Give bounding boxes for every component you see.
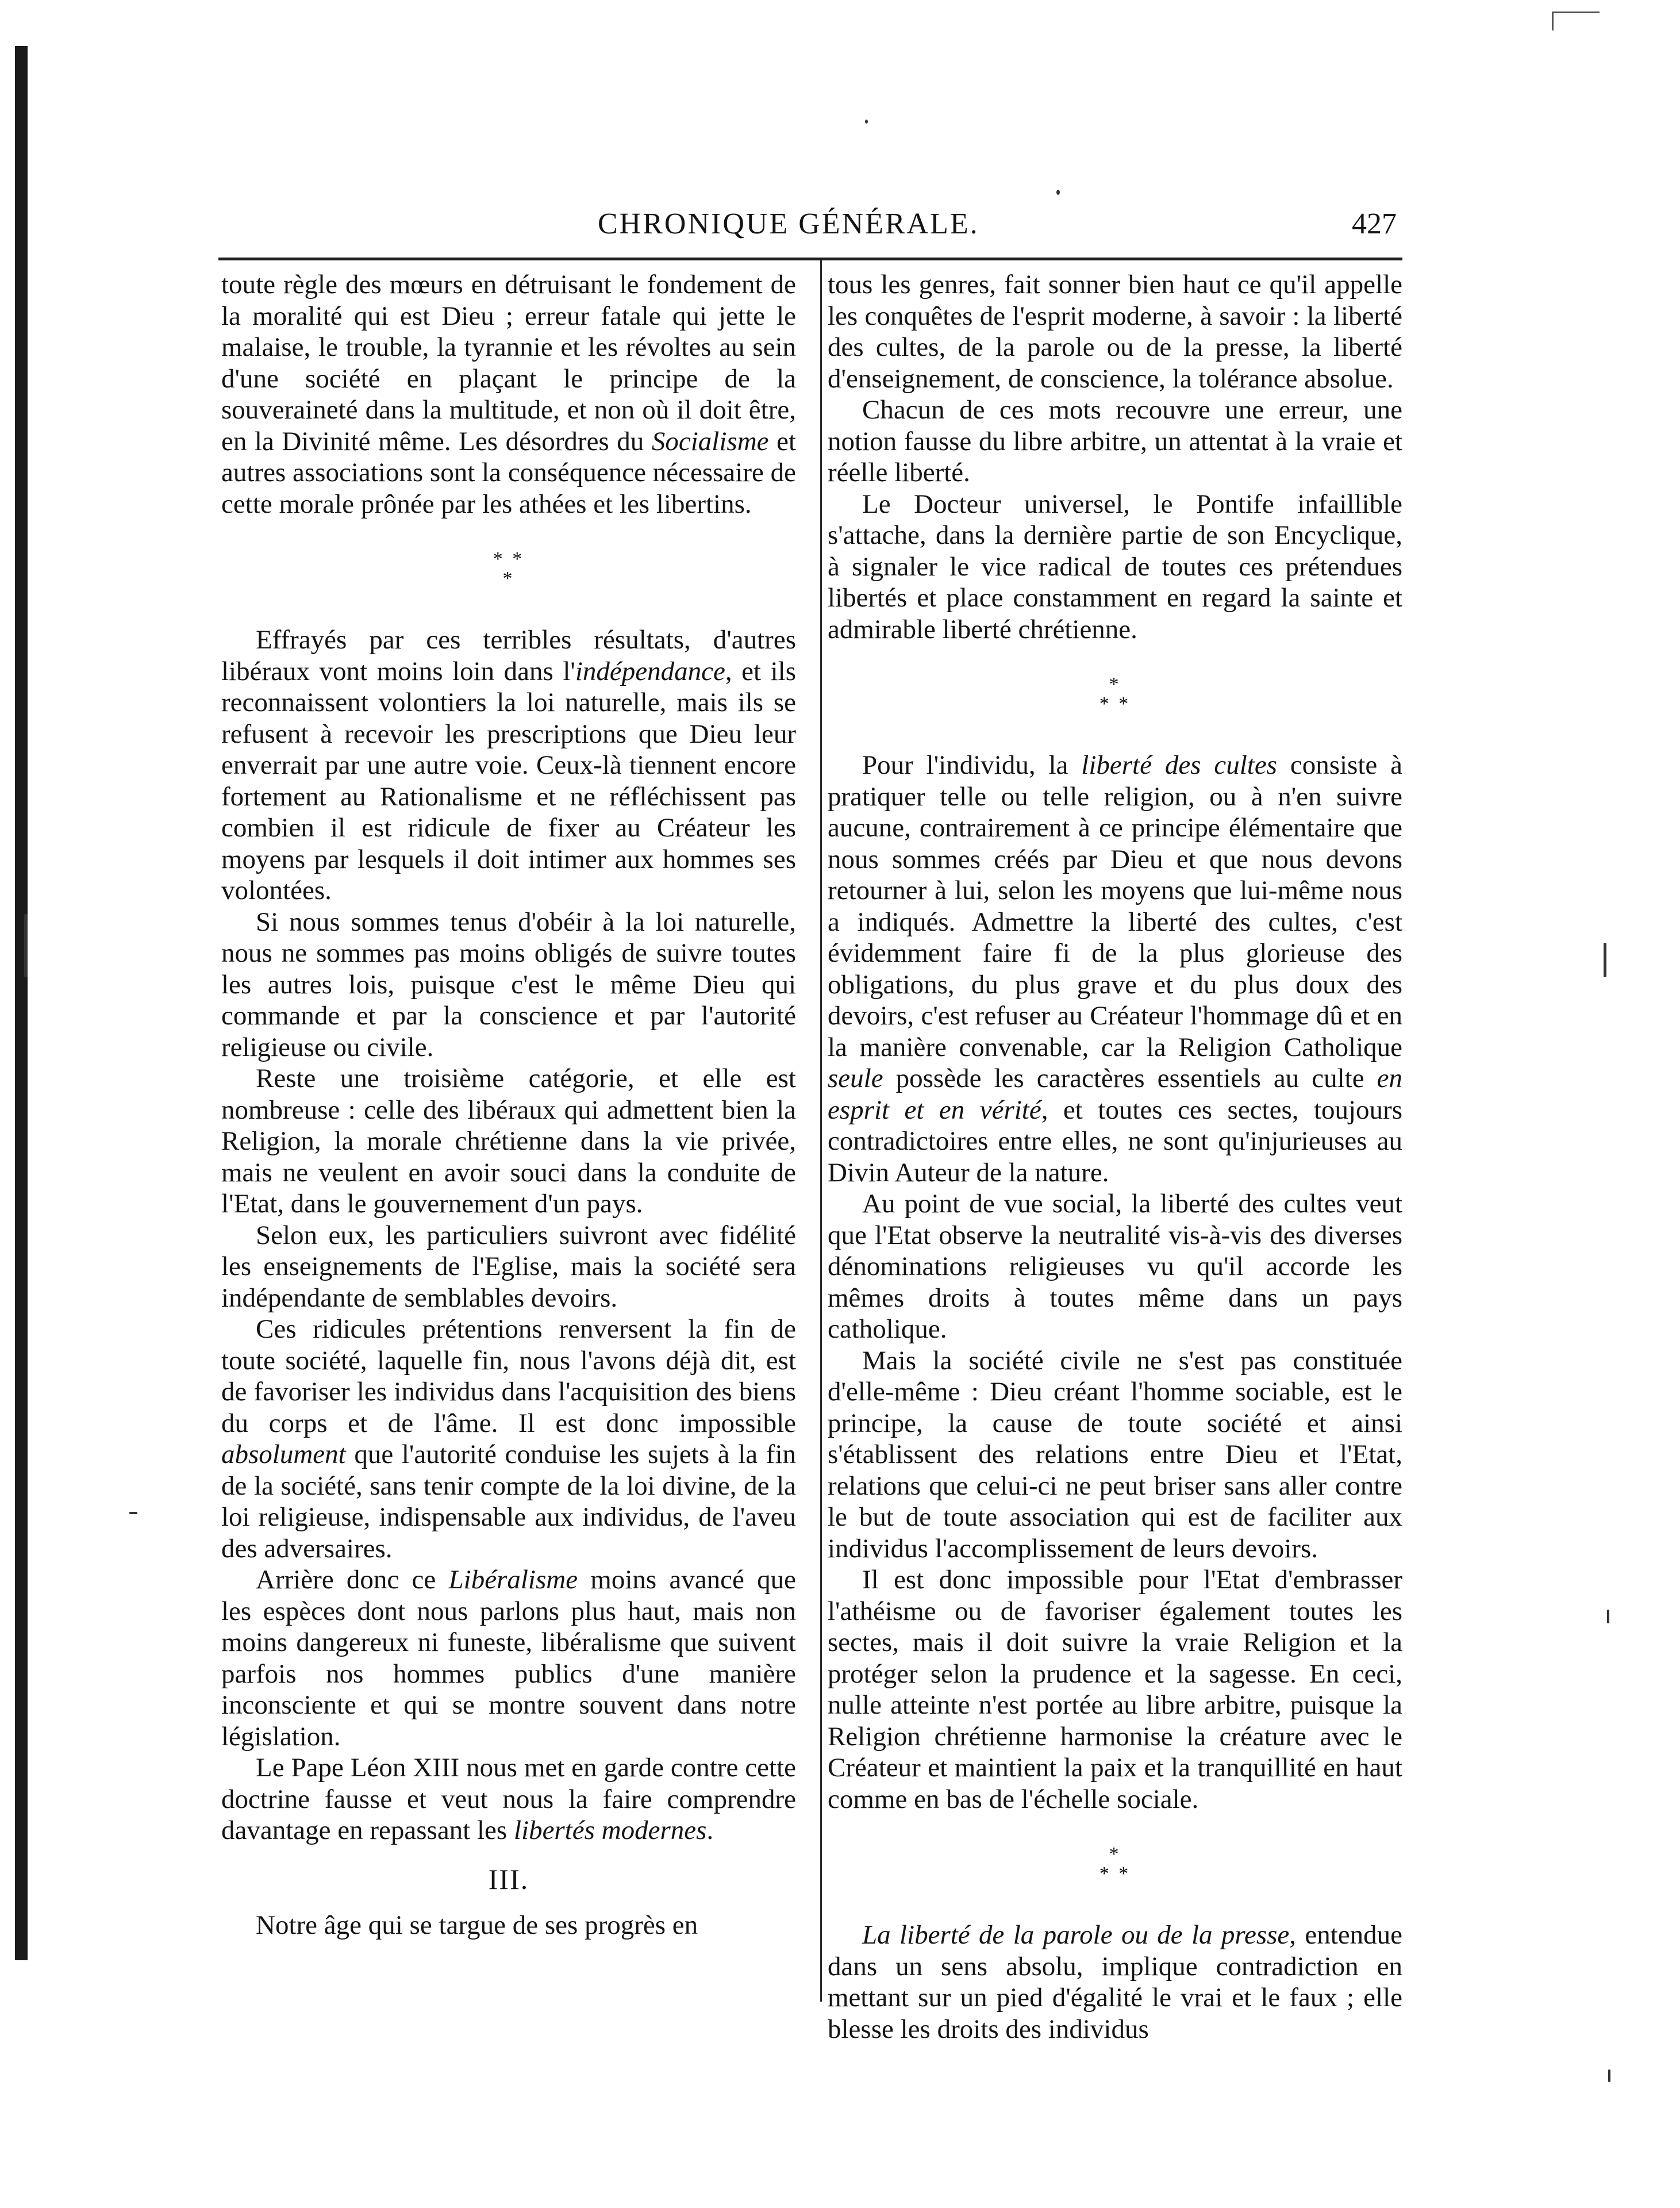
left-column (221, 269, 796, 1941)
section-heading: III. (488, 1863, 529, 1895)
running-header (218, 202, 1402, 248)
header-rule (218, 258, 1402, 260)
paragraph: Effrayés par ces terribles résultats, d'autres libéraux vont moins loin dans l'indépendance, et ils reconnaissent volontiers la loi naturelle, mais ils se refusent à recevoir les prescriptions que Dieu leur enverrait par une autre voie. Ceux-là tiennent encore fortement au Rationalisme et ne réfléchissent pas combien il est ridicule de fixer au Créateur les moyens par lesquels il doit intimer aux hommes ses volontées. (221, 625, 797, 905)
paragraph: Le Pape Léon XIII nous met en garde contre cette doctrine fausse et veut nous la faire comprendre davantage en repassant les libertés modernes. (221, 1753, 796, 1845)
paragraph: Notre âge qui se targue de ses progrès en (256, 1910, 698, 1940)
ink-speck (1608, 2069, 1610, 2082)
ink-speck (1607, 1610, 1609, 1623)
paragraph: Il est donc impossible pour l'Etat d'embrasser l'athéisme ou de favoriser également toutes les sectes, mais il doit suivre la vraie Religion et la protéger selon la prudence et la sagesse. En ceci, nulle atteinte n'est portée au libre arbitre, puisque la Religion chrétienne harmonise la créature avec le Créateur et maintient la paix et la tranquillité en haut comme en bas de l'échelle sociale. (828, 1565, 1402, 1814)
ink-speck (1056, 190, 1060, 195)
ink-speck (129, 1512, 137, 1514)
paragraph: Si nous sommes tenus d'obéir à la loi naturelle, nous ne sommes pas moins obligés de suivre toutes les autres lois, puisque c'est le même Dieu qui commande et par la conscience et par l'autorité religieuse ou civile. (221, 907, 796, 1062)
ink-speck (24, 914, 28, 977)
paragraph: Mais la société civile ne s'est pas constituée d'elle-même : Dieu créant l'homme sociable, est le principe, la cause de toute société et ainsi s'établissent des relations entre Dieu et l'Etat, relations que celui-ci ne peut briser sans aller contre le but de toute association qui est de faciliter aux individus l'accomplissement de leurs devoirs. (828, 1345, 1402, 1564)
paragraph: Selon eux, les particuliers suivront avec fidélité les enseignements de l'Eglise, mais la société sera indépendante de semblables devoirs. (221, 1220, 796, 1313)
paragraph: Au point de vue social, la liberté des cultes veut que l'Etat observe la neutralité vis-à-vis des diverses dénominations religieuses vu qu'il accorde les mêmes droits à toutes même dans un pays catholique. (828, 1189, 1402, 1344)
binding-edge (15, 46, 28, 1960)
paragraph: Reste une troisième catégorie, et elle est nombreuse : celle des libéraux qui admettent bien la Religion, la morale chrétienne dans la vie privée, mais ne veulent en avoir souci dans la conduite de l'Etat, dans le gouvernement d'un pays. (221, 1063, 796, 1219)
paragraph: La liberté de la parole ou de la presse, entendue dans un sens absolu, implique contradiction en mettant sur un pied d'égalité le vrai et le faux ; elle blesse les droits des individus (828, 1920, 1403, 2044)
asterism-separator: * * * (1099, 1844, 1131, 1884)
asterism-separator: * * * (493, 548, 525, 589)
right-column (828, 269, 1402, 2045)
paragraph: Ces ridicules prétentions renversent la fin de toute société, laquelle fin, nous l'avons déjà dit, est de favoriser les individus dans l'acquisition des biens du corps et de l'âme. Il est donc impossible absolument que l'autorité conduise les sujets à la fin de la société, sans tenir compte de la loi divine, de la loi religieuse, indispensable aux individus, de l'aveu des adversaires. (221, 1314, 796, 1564)
ink-speck (865, 120, 868, 124)
paragraph: toute règle des mœurs en détruisant le fondement de la moralité qui est Dieu ; erreur fatale qui jette le malaise, le trouble, la tyrannie et les révoltes au sein d'une société en plaçant le principe de la souveraineté dans la multitude, et non où il doit être, en la Divinité même. Les désordres du Socialisme et autres associations sont la conséquence nécessaire de cette morale prônée par les athées et les libertins. (221, 270, 797, 519)
column-divider (820, 260, 822, 2002)
running-title: CHRONIQUE GÉNÉRALE. (598, 208, 979, 240)
ink-speck (1604, 943, 1606, 977)
asterism-separator: * * * (1099, 674, 1131, 715)
paragraph: tous les genres, fait sonner bien haut ce qu'il appelle les conquêtes de l'esprit moderne, à savoir : la liberté des cultes, de la parole ou de la presse, la liberté d'enseignement, de conscience, la tolérance absolue. (828, 270, 1402, 394)
paragraph: Chacun de ces mots recouvre une erreur, une notion fausse du libre arbitre, un attentat à la vraie et réelle liberté. (828, 395, 1402, 487)
paragraph: Pour l'individu, la liberté des cultes consiste à pratiquer telle ou telle religion, ou à n'en suivre aucune, contrairement à ce principe élémentaire que nous sommes créés par Dieu et que nous devons retourner à lui, selon les moyens que lui-même nous a indiqués. Admettre la liberté des cultes, c'est évidemment faire fi de la plus glorieuse des obligations, du plus grave et du plus doux des devoirs, c'est refuser au Créateur l'hommage dû et en la manière convenable, car la Religion Catholique seule possède les caractères essentiels au culte en esprit et en vérité, et toutes ces sectes, toujours contradictoires entre elles, ne sont qu'injurieuses au Divin Auteur de la nature. (828, 750, 1403, 1188)
paragraph: Arrière donc ce Libéralisme moins avancé que les espèces dont nous parlons plus haut, mais non moins dangereux ni funeste, libéralisme que suivent parfois nos hommes publics d'une manière inconsciente et qui se montre souvent dans notre législation. (221, 1565, 796, 1752)
page-number: 427 (1352, 208, 1397, 240)
paragraph: Le Docteur universel, le Pontife infaillible s'attache, dans la dernière partie de son Encyclique, à signaler le vice radical de toutes ces prétendues libertés et place constamment en regard la sainte et admirable liberté chrétienne. (828, 489, 1402, 644)
corner-mark (1552, 11, 1600, 30)
